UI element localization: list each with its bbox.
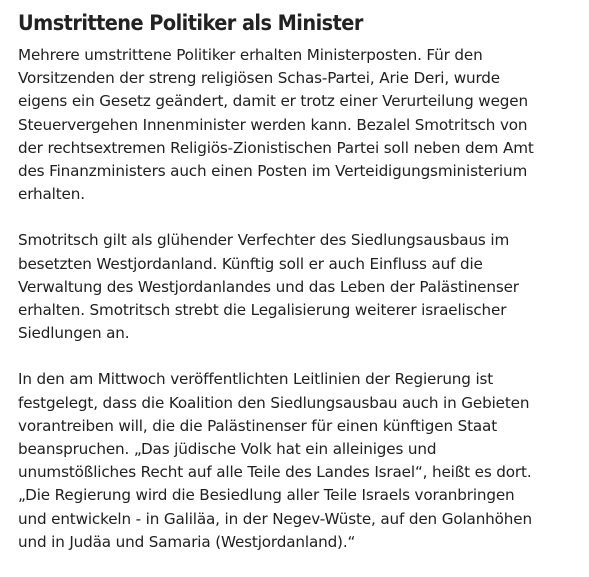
paragraph-line: besetzten Westjordanland. Künftig soll er auch Einfluss auf die — [18, 254, 483, 273]
paragraph-line: des Finanzministers auch einen Posten im Verteidigungsministerium — [18, 162, 528, 181]
paragraph-line: Verwaltung des Westjordanlandes und das Leben der Palästinenser — [18, 277, 519, 296]
article-paragraph — [18, 44, 586, 206]
article-heading: Umstrittene Politiker als Minister — [18, 11, 363, 35]
paragraph-line: und entwickeln - in Galiläa, in der Negev-Wüste, auf den Golanhöhen — [18, 509, 532, 528]
article-paragraph — [18, 368, 586, 554]
paragraph-line: Steuervergehen Innenminister werden kann. Bezalel Smotritsch von — [18, 115, 528, 134]
paragraph-line: der rechtsextremen Religiös-Zionistischen Partei soll neben dem Amt — [18, 138, 534, 157]
paragraph-line: vorantreiben will, die die Palästinenser für einen künftigen Staat — [18, 416, 498, 435]
paragraph-line: eigens ein Gesetz geändert, damit er trotz einer Verurteilung wegen — [18, 92, 528, 111]
paragraph-line: „Die Regierung wird die Besiedlung aller Teile Israels voranbringen — [18, 486, 515, 505]
paragraph-line: beanspruchen. „Das jüdische Volk hat ein alleiniges und — [18, 440, 437, 459]
paragraph-line: unumstößliches Recht auf alle Teile des Landes Israel“, heißt es dort. — [18, 463, 532, 482]
paragraph-line: Smotritsch gilt als glühender Verfechter des Siedlungsausbaus im — [18, 231, 510, 250]
paragraph-line: Vorsitzenden der streng religiösen Schas-Partei, Arie Deri, wurde — [18, 69, 500, 88]
paragraph-line: Siedlungen an. — [18, 324, 130, 343]
paragraph-line: und in Judäa und Samaria (Westjordanland).“ — [18, 532, 356, 551]
paragraph-line: festgelegt, dass die Koalition den Siedlungsausbau auch in Gebieten — [18, 393, 530, 412]
paragraph-line: In den am Mittwoch veröffentlichten Leitlinien der Regierung ist — [18, 370, 494, 389]
article-paragraph — [18, 229, 586, 345]
article — [18, 8, 586, 577]
paragraph-line: erhalten. Smotritsch strebt die Legalisierung weiterer israelischer — [18, 301, 507, 320]
article-body — [18, 44, 586, 554]
paragraph-line: Mehrere umstrittene Politiker erhalten Ministerposten. Für den — [18, 46, 483, 64]
paragraph-line: erhalten. — [18, 185, 85, 204]
